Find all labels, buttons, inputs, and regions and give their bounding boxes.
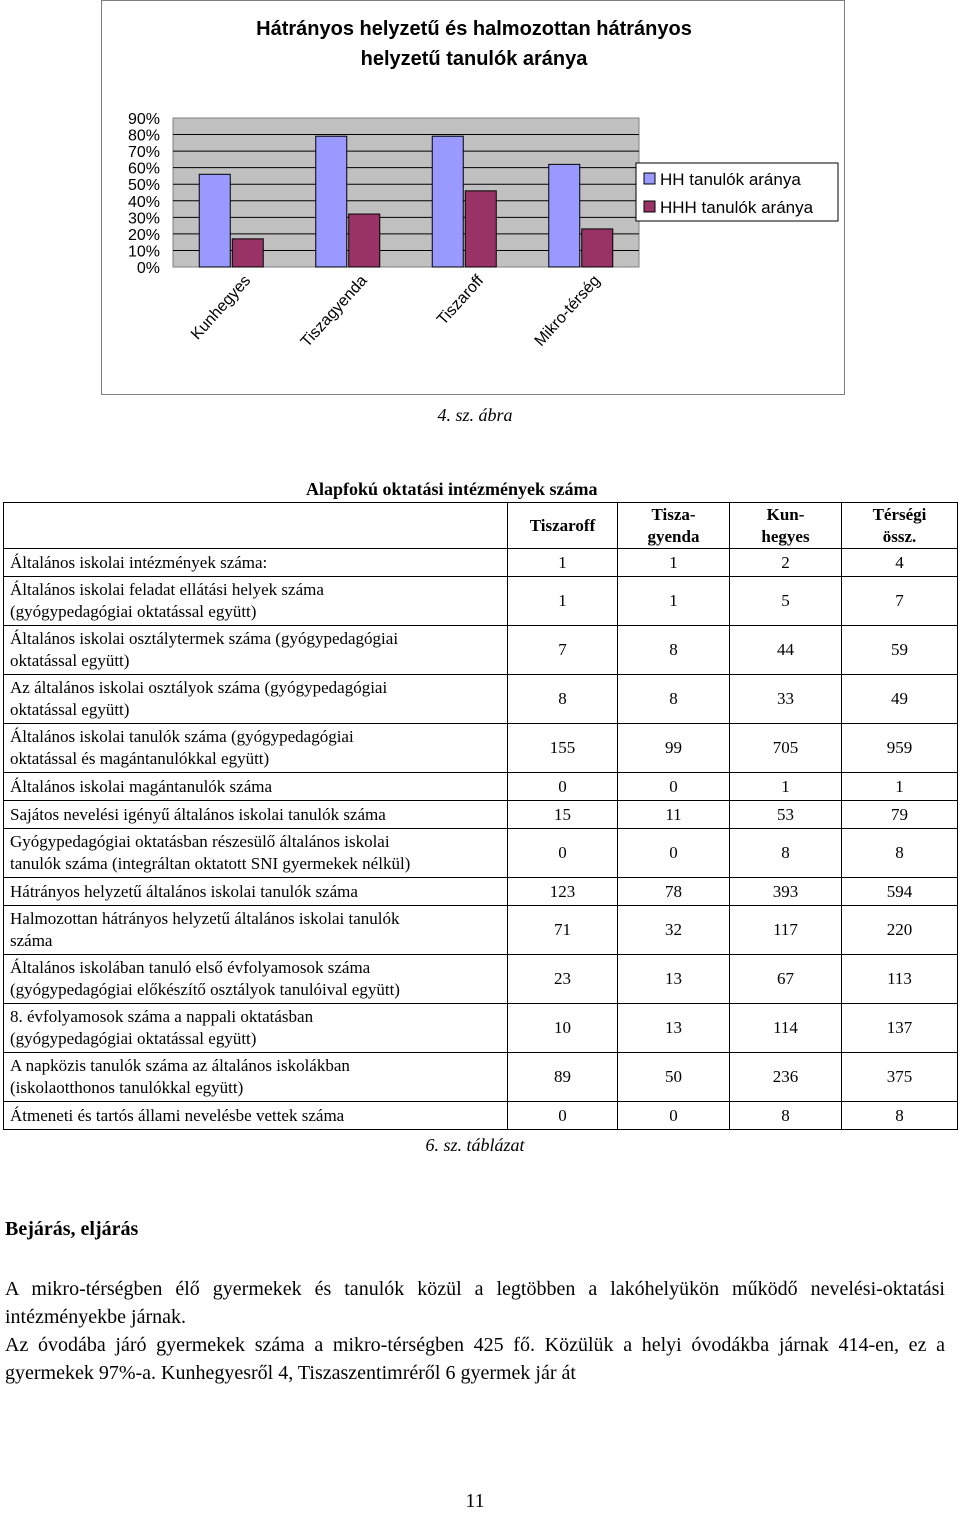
data-table (3, 502, 958, 1130)
legend-swatch (644, 173, 655, 184)
table-row (4, 549, 958, 577)
table-cell: 33 (730, 675, 842, 724)
table-cell: 594 (842, 878, 958, 906)
table-cell: 8 (842, 829, 958, 878)
table-cell: 0 (618, 1102, 730, 1130)
table-row (4, 955, 958, 1004)
row-label: Az általános iskolai osztályok száma (gyógypedagógiai oktatással együtt) (4, 675, 508, 724)
table-cell: 0 (618, 773, 730, 801)
category-label: Tiszagyenda (297, 272, 371, 351)
category-label: Mikro-térség (531, 272, 604, 350)
table-cell: 2 (730, 549, 842, 577)
legend-label: HHH tanulók aránya (660, 198, 814, 217)
column-header: Tisza- gyenda (618, 503, 730, 549)
bar (349, 214, 380, 267)
legend-swatch (644, 201, 655, 212)
row-label: Sajátos nevelési igényű általános iskolai tanulók száma (4, 801, 508, 829)
category-label: Tiszaroff (434, 272, 488, 329)
column-header: Térségi össz. (842, 503, 958, 549)
y-tick-label: 80% (127, 127, 160, 145)
table-cell: 79 (842, 801, 958, 829)
table-cell: 23 (508, 955, 618, 1004)
table-cell: 99 (618, 724, 730, 773)
row-label: Általános iskolai intézmények száma: (4, 549, 508, 577)
table-cell: 1 (730, 773, 842, 801)
table-cell: 89 (508, 1053, 618, 1102)
table-cell: 4 (842, 549, 958, 577)
table-title: Alapfokú oktatási intézmények száma (306, 479, 598, 499)
table-cell: 44 (730, 626, 842, 675)
table-cell: 50 (618, 1053, 730, 1102)
table-cell: 375 (842, 1053, 958, 1102)
column-header: Tiszaroff (508, 503, 618, 549)
table-cell: 8 (618, 675, 730, 724)
y-tick-label: 70% (127, 144, 160, 162)
y-tick-label: 90% (127, 111, 160, 128)
bar-chart (101, 0, 845, 395)
table-row (4, 829, 958, 878)
y-tick-label: 0% (136, 260, 160, 277)
category-label: Kunhegyes (188, 272, 255, 344)
row-label: Általános iskolában tanuló első évfolyamosok száma (gyógypedagógiai előkészítő osztályok tanulóival együtt) (4, 955, 508, 1004)
table-cell: 10 (508, 1004, 618, 1053)
chart-title-line: Hátrányos helyzetű és halmozottan hátrányos (256, 18, 692, 40)
table-row (4, 1102, 958, 1130)
section-heading: Bejárás, eljárás (5, 1218, 139, 1240)
chart-title-line: helyzetű tanulók aránya (360, 48, 588, 70)
table-cell: 117 (730, 906, 842, 955)
row-label: Átmeneti és tartós állami nevelésbe vettek száma (4, 1102, 508, 1130)
table-cell: 137 (842, 1004, 958, 1053)
bar (582, 229, 613, 267)
table-cell: 0 (508, 829, 618, 878)
table-cell: 8 (618, 626, 730, 675)
table-cell: 67 (730, 955, 842, 1004)
figure-caption: 4. sz. ábra (437, 405, 513, 425)
table-cell: 78 (618, 878, 730, 906)
row-label: Általános iskolai tanulók száma (gyógypedagógiai oktatással és magántanulókkal együtt) (4, 724, 508, 773)
table-row (4, 626, 958, 675)
row-label: Általános iskolai magántanulók száma (4, 773, 508, 801)
table-cell: 7 (842, 577, 958, 626)
table-row (4, 724, 958, 773)
table-cell: 155 (508, 724, 618, 773)
table-cell: 114 (730, 1004, 842, 1053)
table-cell: 8 (730, 1102, 842, 1130)
table-row (4, 906, 958, 955)
column-header: Kun- hegyes (730, 503, 842, 549)
row-label: Hátrányos helyzetű általános iskolai tanulók száma (4, 878, 508, 906)
y-tick-label: 40% (127, 193, 160, 211)
y-tick-label: 30% (127, 210, 160, 228)
table-cell: 1 (842, 773, 958, 801)
bar (465, 191, 496, 267)
table-row (4, 878, 958, 906)
table-row (4, 773, 958, 801)
table-cell: 13 (618, 955, 730, 1004)
table-row (4, 1053, 958, 1102)
table-cell: 5 (730, 577, 842, 626)
table-header-row (4, 503, 958, 549)
y-tick-label: 10% (127, 243, 160, 261)
table-cell: 13 (618, 1004, 730, 1053)
table-cell: 123 (508, 878, 618, 906)
table-cell: 220 (842, 906, 958, 955)
table-cell: 0 (508, 1102, 618, 1130)
table-row (4, 1004, 958, 1053)
page-number: 11 (465, 1490, 485, 1512)
row-label: Halmozottan hátrányos helyzetű általános iskolai tanulók száma (4, 906, 508, 955)
row-label: A napközis tanulók száma az általános iskolákban (iskolaotthonos tanulókkal együtt) (4, 1053, 508, 1102)
table-cell: 959 (842, 724, 958, 773)
table-cell: 8 (842, 1102, 958, 1130)
table-cell: 705 (730, 724, 842, 773)
row-label: Általános iskolai osztálytermek száma (gyógypedagógiai oktatással együtt) (4, 626, 508, 675)
y-tick-label: 60% (127, 160, 160, 178)
table-cell: 393 (730, 878, 842, 906)
table-cell: 236 (730, 1053, 842, 1102)
paragraph-1: A mikro-térségben élő gyermekek és tanulók közül a legtöbben a lakóhelyükön működő nevelési-oktatási intézményekbe járnak. (5, 1278, 945, 1328)
table-cell: 15 (508, 801, 618, 829)
table-cell: 49 (842, 675, 958, 724)
table-row (4, 577, 958, 626)
table-cell: 53 (730, 801, 842, 829)
bar (549, 164, 580, 267)
bar (432, 136, 463, 267)
y-tick-label: 20% (127, 226, 160, 244)
header-empty (4, 503, 508, 549)
table-cell: 0 (618, 829, 730, 878)
table-cell: 0 (508, 773, 618, 801)
table-row (4, 675, 958, 724)
chart-svg (102, 1, 846, 396)
table-row (4, 801, 958, 829)
row-label: Általános iskolai feladat ellátási helyek száma (gyógypedagógiai oktatással együtt) (4, 577, 508, 626)
row-label: 8. évfolyamosok száma a nappali oktatásban (gyógypedagógiai oktatással együtt) (4, 1004, 508, 1053)
table-cell: 1 (618, 577, 730, 626)
table-cell: 1 (618, 549, 730, 577)
bar (199, 174, 230, 267)
table-cell: 32 (618, 906, 730, 955)
bar (316, 136, 347, 267)
table-cell: 71 (508, 906, 618, 955)
table-cell: 1 (508, 577, 618, 626)
table-cell: 11 (618, 801, 730, 829)
table-cell: 7 (508, 626, 618, 675)
table-cell: 1 (508, 549, 618, 577)
table-cell: 113 (842, 955, 958, 1004)
paragraph-2: Az óvodába járó gyermekek száma a mikro-térségben 425 fő. Közülük a helyi óvodákba járnak 414-en, ez a gyermekek 97%-a. Kunhegyesről 4, Tiszaszentimréről 6 gyermek jár át (5, 1334, 945, 1384)
row-label: Gyógypedagógiai oktatásban részesülő általános iskolai tanulók száma (integráltan oktatott SNI gyermekek nélkül) (4, 829, 508, 878)
legend-label: HH tanulók aránya (660, 170, 801, 189)
table-cell: 8 (730, 829, 842, 878)
y-tick-label: 50% (127, 177, 160, 195)
table-caption: 6. sz. táblázat (425, 1135, 525, 1155)
table-cell: 8 (508, 675, 618, 724)
bar (232, 239, 263, 267)
table-cell: 59 (842, 626, 958, 675)
